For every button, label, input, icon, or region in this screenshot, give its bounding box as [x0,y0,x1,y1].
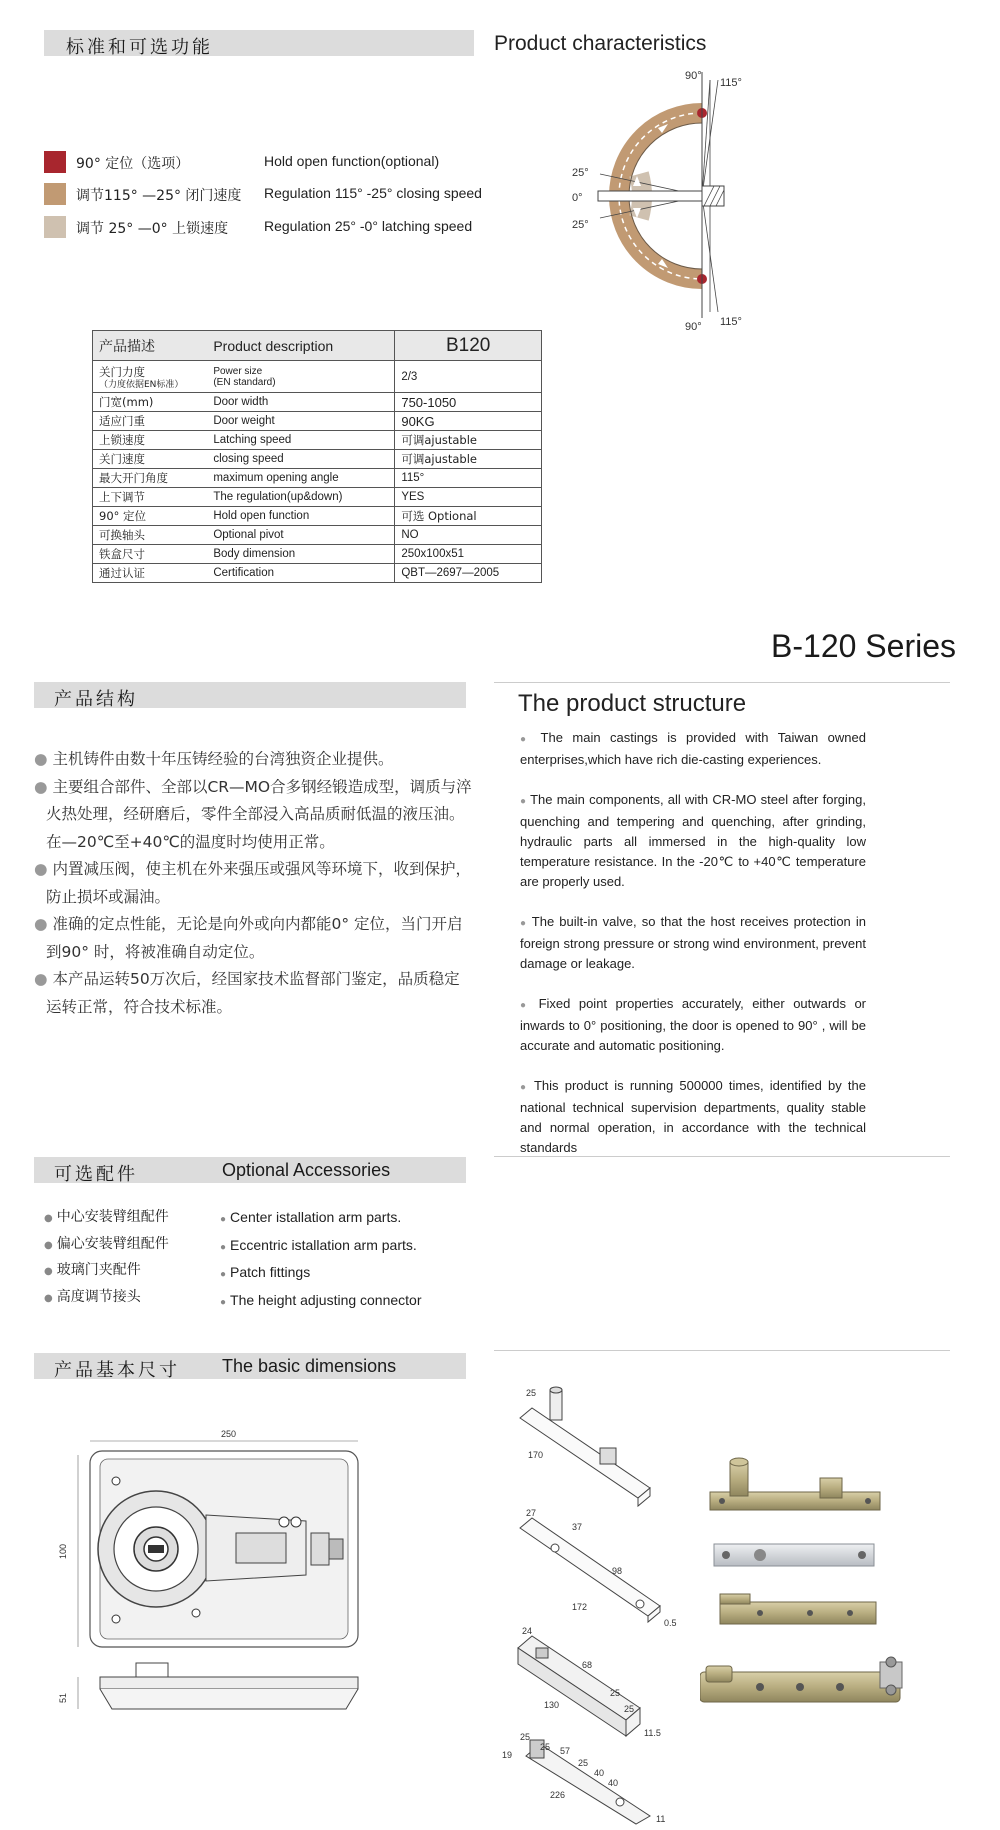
patch-fitting-part [720,1594,876,1624]
row-en: The regulation(up&down) [207,488,395,507]
dim-label: 25 [624,1704,635,1714]
row-cn: 门宽(mm) [93,393,208,412]
accessories-header-bar [34,1157,466,1183]
list-item: ● Patch fittings [220,1264,311,1280]
row-en: maximum opening angle [207,469,395,488]
row-en: Latching speed [207,431,395,450]
legend-swatch-beige [44,216,66,238]
structure-cn-list [34,746,474,1021]
center-arm-part [710,1458,880,1510]
spec-table [92,330,542,583]
dim-label: 172 [572,1602,588,1612]
dimensions-divider [494,1350,950,1351]
series-title: B-120 Series [771,628,956,664]
dim-label: 37 [572,1522,583,1532]
list-item: ● The built-in valve, so that the host receives protection in foreign strong pressure or strong wind environment, prevent damage or leakage. [520,914,866,971]
characteristics-en-title: Product characteristics [494,32,707,55]
dim-label: 25 [610,1688,621,1698]
row-cn: 适应门重 [93,412,208,431]
dim-label: 25 [578,1758,589,1768]
table-row [93,412,542,431]
row-cn: 上锁速度 [93,431,208,450]
table-row [93,526,542,545]
accessory-parts-illustration [700,1450,960,1780]
accessories-en-title: Optional Accessories [222,1160,391,1180]
list-item: ● 主机铸件由数十年压铸经验的台湾独资企业提供。 [34,750,394,768]
row-val: 可调ajustable [395,431,542,450]
row-val: QBT—2697—2005 [395,564,542,583]
row-en: Certification [207,564,395,583]
label-bottom-90: 90° [685,321,702,332]
row-val: NO [395,526,542,545]
row-cn: 关门力度 [99,364,145,379]
row-en-sub: (EN standard) [213,376,276,388]
structure-header-bar [34,682,466,708]
legend-swatch-red [44,151,66,173]
legend-swatch-brown [44,183,66,205]
dimensions-en-title: The basic dimensions [222,1356,397,1376]
series-divider [494,682,950,683]
structure-cn-title: 产品结构 [54,689,138,710]
accessories-cn-list [44,1205,169,1311]
dim-width: 250 [221,1429,237,1439]
row-val: 115° [395,469,542,488]
row-en: Hold open function [207,507,395,526]
table-row [93,431,542,450]
table-row [93,507,542,526]
list-item: ● 本产品运转50万次后，经国家技术监督部门鉴定，品质稳定运转正常，符合技术标准。 [34,970,460,1016]
dim-label: 130 [544,1700,560,1710]
list-item: ● The main castings is provided with Taiwan owned enterprises,which have rich die-casting experiences. [520,730,866,767]
row-en: Door width [207,393,395,412]
table-row [93,361,542,393]
dim-label: 68 [582,1660,593,1670]
table-row [93,393,542,412]
list-item: ● Fixed point properties accurately, either outwards or inwards to 0° positioning, the door is opened to 90° , will be accurate and automatic positioning. [520,996,866,1053]
list-item: ● Eccentric istallation arm parts. [220,1236,417,1253]
dim-label: 24 [522,1626,533,1636]
list-item: ● 高度调节接头 [44,1288,141,1305]
dim-label: 0.5 [664,1618,677,1628]
list-item: ● 内置减压阀，使主机在外来强压或强风等环境下，收到保护，防止损坏或漏油。 [34,860,471,906]
legend-en: Hold open function(optional) [264,153,440,169]
header-model: B120 [395,331,542,361]
row-cn: 最大开门角度 [93,469,208,488]
row-cn: 90° 定位 [93,507,208,526]
row-en: Door weight [207,412,395,431]
dim-label: 40 [608,1778,619,1788]
dim-label: 11.5 [644,1728,661,1738]
row-cn-sub: （力度依据EN标准） [99,379,184,390]
label-top-90: 90° [685,70,702,82]
list-item: ● 偏心安装臂组配件 [44,1235,169,1252]
dim-label: 226 [550,1790,566,1800]
table-row [93,564,542,583]
row-val: 250x100x51 [395,545,542,564]
structure-en-list [520,728,866,1178]
dim-label: 19 [502,1750,513,1760]
dim-height: 100 [58,1543,68,1559]
label-zero: 0° [572,192,583,204]
list-item: ● The height adjusting connector [220,1291,422,1308]
list-item: ● 中心安装臂组配件 [44,1209,169,1225]
list-item: ● This product is running 500000 times, identified by the national technical supervision departments, quality stable and normal operation, in accordance with the technical standards [520,1078,866,1155]
row-val: 可选 Optional [395,507,542,526]
legend-en: Regulation 25° -0° latching speed [264,218,473,234]
list-item: ● 准确的定点性能，无论是向外或向内都能0° 定位，当门开启到90° 时，将被准确自动定位。 [34,915,463,961]
legend-en: Regulation 115° -25° closing speed [264,185,482,201]
closer-body-drawing [56,1425,376,1725]
dim-label: 57 [560,1746,571,1756]
dim-label: 27 [526,1508,537,1518]
dim-label: 40 [594,1768,605,1778]
row-val: 90KG [395,412,542,431]
dim-label: 170 [528,1450,544,1460]
structure-en-title: The product structure [518,690,747,717]
row-cn: 通过认证 [93,564,208,583]
spec-table-header [93,331,542,361]
height-adjusting-connector [700,1657,902,1702]
angle-diagram [540,62,780,332]
dim-label: 11 [656,1814,666,1824]
label-left-25-bottom: 25° [572,219,589,231]
row-en: Body dimension [207,545,395,564]
dimensions-header-bar [34,1353,466,1379]
legend-cn: 调节115° —25° 闭门速度 [76,188,242,204]
label-left-25-top: 25° [572,167,589,179]
label-top-115: 115° [720,77,742,89]
row-cn: 上下调节 [93,488,208,507]
row-en: Power size [213,365,263,377]
row-val: 可调ajustable [395,450,542,469]
row-val: YES [395,488,542,507]
table-row [93,545,542,564]
table-row [93,488,542,507]
dim-label: 25 [540,1742,551,1752]
list-item: ● 玻璃门夹配件 [44,1262,141,1278]
row-cn: 铁盒尺寸 [93,545,208,564]
row-en: Optional pivot [207,526,395,545]
characteristics-cn-title: 标准和可选功能 [66,37,213,58]
header-cn: 产品描述 [93,331,208,361]
dim-label: 25 [520,1732,531,1742]
label-bottom-115: 115° [720,316,742,328]
dimensions-cn-title: 产品基本尺寸 [54,1360,180,1381]
accessories-cn-title: 可选配件 [54,1164,138,1185]
table-row [93,450,542,469]
list-item: ● Center istallation arm parts. [220,1209,402,1225]
isometric-parts-drawing [500,1378,700,1826]
dim-depth: 51 [58,1692,68,1703]
list-item: ● 主要组合部件、全部以CR—MO合多钢经锻造成型，调质与淬火热处理，经研磨后，零件全部浸入高品质耐低温的液压油。在—20℃至+40℃的温度时均使用正常。 [34,777,472,851]
accessories-en-list [220,1205,422,1315]
dim-label: 98 [612,1566,623,1576]
row-cn: 关门速度 [93,450,208,469]
legend-cn: 90° 定位（选项） [76,156,190,172]
header-en: Product description [207,331,395,361]
eccentric-arm-plate [714,1544,874,1566]
table-row [93,469,542,488]
row-val: 750-1050 [395,393,542,412]
list-item: ● The main components, all with CR-MO steel after forging, quenching and tempering and quenching, after grinding, hydraulic parts all immersed in the high-quality low temperature resistance. In the -20℃ to +40℃ temperature are properly used. [520,792,866,889]
dim-label: 25 [526,1388,537,1398]
legend-cn: 调节 25° —0° 上锁速度 [76,221,229,237]
row-en: closing speed [207,450,395,469]
characteristics-header-bar [44,30,474,56]
row-cn: 可换轴头 [93,526,208,545]
row-val: 2/3 [395,361,542,393]
accessories-divider [494,1156,950,1157]
